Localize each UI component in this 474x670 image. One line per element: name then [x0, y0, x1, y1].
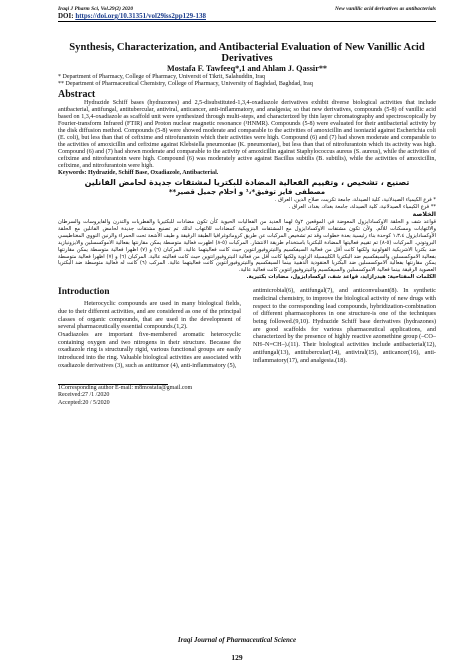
- running-title: New vanillic acid derivatives as antibacterials: [334, 6, 436, 12]
- doi-label: DOI:: [58, 12, 74, 20]
- page-number: 129: [231, 653, 243, 662]
- affiliation-2: ** Department of Pharmaceutical Chemistry, College of Pharmacy, University of Baghdad, Baghdad, Iraq: [58, 81, 313, 87]
- corresponding-author: 1Corresponding author E-mail: m8mostafa@gmail.com: [58, 384, 193, 391]
- intro-paragraph-1: Heterocyclic compounds are used in many biological fields, due to their different activities, and are considered as one of the principal classes of organic compounds, that are used in the development of several pharmaceutically essential compounds.(1,2).: [58, 300, 241, 331]
- arabic-keywords: الكلمات المفتاحية: هيدرازايد، قواعد شف، اوكسادايزول، مضادات بكتيرية.: [246, 274, 436, 281]
- body-columns: [58, 287, 436, 407]
- arabic-summary: قواعد شف و الحلقة الاوكسادايزول المعوضة في الموقعين ٢و٥ لهما العديد من الفعاليات الحيوية كأن تكون مضادات للبكتيريا والفطريات والتدرن والفايروسات والسرطان والالتهابات ومسكنات للألم. ولأن تكون مشتقات الاوكسادايزول مع المشتقات البنزويكية كمضادات للالتهاب لذلك تم تصنيع مشتقات جديدة لحامض الفانلين مع الحلقة الأوكسادايزول ١،٣،٤ كوحدة بناء رئيسية بعدة خطوات وقد تم تشخيص المركبات عن طريق كروماتوغرافيا الطبقة الرقيقة و طيف الأشعة تحت الحمراء والرنين النووي المغناطيسي البروتوني. المركبات (٥-٨) تم تقييم فعاليتها المضادة للبكتريا باستخدام طريقة الانتشار. المركبات (٥-٨) اظهرت فعالية متوسطة يمكن مقارنتها بفعالية الاموكسسلين والايزونيازيد ضد بكتريا الاشريكية القولونية ولكنها كانت أقل من فعالية السيفكسيم والنيتروفيورانتوين حيث كانت فعاليتهما عالية. المركبان (٦) و (٧) اظهرا فعالية متوسطة يمكن مقارنتها بفعالية الاموكسسلين والسيفكسيم ضد البكتريا الكليبسيلة الرئوية ولكنها كانت أقل من فعالية النيتروفيورانتوين حيث كانت فعاليته عالية. المركبان (٦) و (٧) اظهرا فعالية متوسطة يمكن مقارنتها بفعالية الاموكسسلين ضد البكتريا العنقودية الذهبية بينما السيفكسيم والنيتروفيورانتوين كانت فعاليتهما عالية. المركب (٦) كانت له فعالية متوسطة ضد البكتريا العصوية الرقيقة بينما فعالية الاموكسسلين والسيفكسيم والنيتروفيورانتوين كانت فعالية عالية.: [58, 219, 437, 274]
- arabic-affiliation-2: ** فرع الكيمياء الصيدلانية، كلية الصيدلة، جامعة بغداد، بغداد، العراق .: [288, 204, 436, 210]
- accepted-date: Accepted:20 / 5/2020: [58, 399, 110, 406]
- journal-reference: Iraqi J Pharm Sci, Vol.29(2) 2020: [58, 6, 134, 12]
- arabic-title: تصنيع ، تشخيص ، وتقييم الفعالية المضادة للبكتريا لمشتقات جديدة لحامض الفانلين: [84, 178, 410, 187]
- doi-link[interactable]: https://doi.org/10.31351/vol29iss2pp129-138: [75, 12, 206, 20]
- right-column: [253, 287, 436, 407]
- left-column: [58, 287, 241, 407]
- paper-title: Synthesis, Characterization, and Antibacterial Evaluation of New Vanillic Acid Derivatives: [69, 42, 425, 64]
- intro-paragraph-3: antimicrobial(6), antifungal(7), and anticonvulsant(8). In synthetic medicinal chemistry, to improve the biological activity of new drugs with respect to the corresponding lead compounds, hybridization-combination of different pharmacophores in one structure-is one of the techniques being followed.(9,10). Hydrazide Schiff base derivatives (hydrazones) are good scaffolds for various pharmaceutical applications, and characterized by the presence of highly reactive azomethine group (–CO–NH–N=CH–).(11). Their biological activities include antibacterial(12), antifungal(13), antitubercular(14), antiviral(15), anticancer(16), anti-inflammatory(17), and analgesia.(18).: [253, 287, 436, 364]
- received-date: Received:27 /1 /2020: [58, 392, 110, 399]
- doi-line: [58, 12, 436, 20]
- arabic-authors: مصطفى فايز توفيق*،¹ و احلام جميل قصير**: [168, 188, 326, 196]
- arabic-affiliation-1: * فرع الكيمياء الصيدلانية، كلية الصيدلة، جامعة تكريت، صلاح الدين، العراق .: [274, 197, 436, 203]
- footer-journal: Iraqi Journal of Pharmaceutical Science: [177, 636, 297, 644]
- abstract-text: Hydrazide Schiff bases (hydrazones) and 2,5-disubstituted-1,3,4-oxadiazole derivatives exhibit diverse biological activities that include antibacterial, antifungal, antitubercular, antiviral, anticancer, anti-inflammatory, and analgesia; so that new derivatives, compounds (5-8) of vanillic acid based on 1,3,4-oxadiazole as scaffold unit were synthesized through multi-steps, and characterized by thin layer chromatography and spectroscopically by Fourier-transform Infrared (FTIR) and Proton nuclear magnetic resonance (¹HNMR). Compounds (5-8) were evaluated for their antibacterial activity by the disk diffusion method. Compounds (5-8) were showed moderate and comparable to the activities of amoxicillin and isoniazid against Escherichia coli (E. coli), but less than that of cefixime and nitrofurantoin which their activities were high. Compound (6) and (7) had shown moderate and comparable to the activities of amoxicillin and cefixime against Klebsiella pneumoniae (K. pneumoniae), but less than that of nitrofurantoin which its activity was high. Compound (6) and (7) had shown moderate and comparable to the activity of amoxicillin against Staphylococcus aureus (S. aureus), while the activities of cefixime and nitrofurantoin were high. Compound (6) was moderately active against Bacillus subtilis (B. subtilis), while the activities of amoxicillin, cefixime, and nitrofurantoin were high.: [58, 100, 436, 169]
- affiliation-1: * Department of Pharmacy, College of Pharmacy, Universit of Tikrit, Salahuddin, Iraq: [58, 74, 266, 80]
- arabic-summary-heading: الخلاصة: [412, 211, 436, 218]
- intro-paragraph-2: Oxadiazoles are important five-membered aromatic heterocyclic containing oxygen and two nitrogens in their structure. Because the oxadiazole ring is structurally rigid, various functional groups are easily introduced into the ring. Valuable biological activities are associated with oxadiazole derivatives (3), such as antitumor (4), anti-inflammatory (5),: [58, 331, 241, 369]
- introduction-heading: Introduction: [58, 287, 110, 298]
- header-rule: [58, 21, 436, 22]
- author-list: Mostafa F. Tawfeeq*,1 and Ahlam J. Qassir**: [166, 64, 328, 73]
- keywords: Keywords: Hydrazide, Schiff Base, Oxadiazole, Antibacterial.: [58, 170, 219, 176]
- abstract-heading: Abstract: [58, 89, 96, 100]
